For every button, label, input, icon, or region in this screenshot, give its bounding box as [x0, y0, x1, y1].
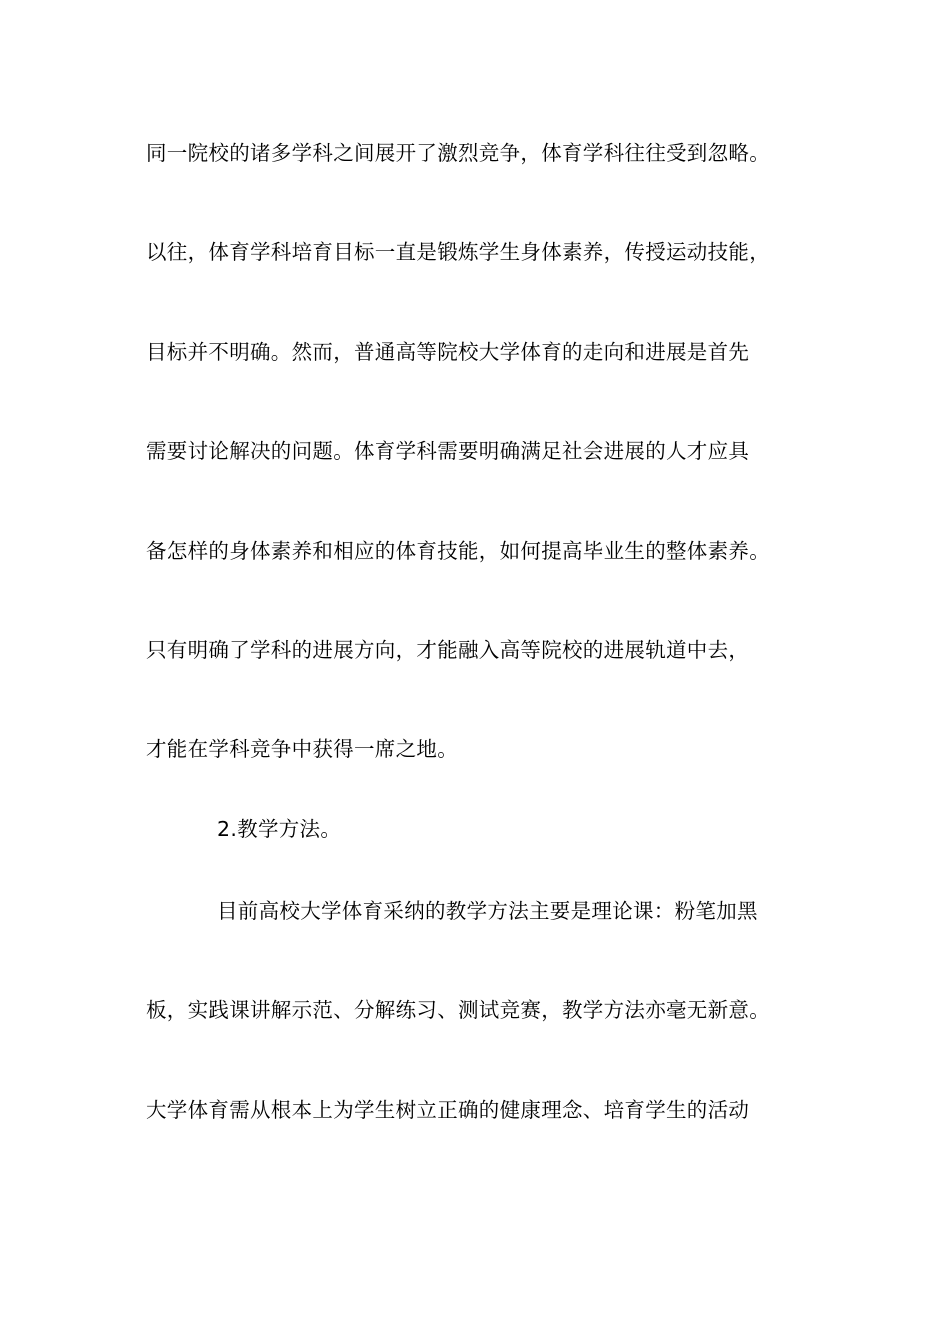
paragraph-line-5: 备怎样的身体素养和相应的体育技能，如何提高毕业生的整体素养。: [146, 539, 770, 563]
section-heading: 2.教学方法。: [217, 817, 342, 841]
paragraph-line-1: 同一院校的诸多学科之间展开了激烈竞争，体育学科往往受到忽略。: [146, 141, 770, 165]
paragraph-line-10: 大学体育需从根本上为学生树立正确的健康理念、培育学生的活动: [146, 1098, 750, 1122]
paragraph-line-2: 以往，体育学科培育目标一直是锻炼学生身体素养，传授运动技能，: [146, 240, 770, 264]
paragraph-line-3: 目标并不明确。然而，普通高等院校大学体育的走向和进展是首先: [146, 340, 750, 364]
paragraph-line-7: 才能在学科竞争中获得一席之地。: [146, 737, 458, 761]
paragraph-line-9: 板，实践课讲解示范、分解练习、测试竞赛，教学方法亦毫无新意。: [146, 998, 770, 1022]
paragraph-line-4: 需要讨论解决的问题。体育学科需要明确满足社会进展的人才应具: [146, 439, 750, 463]
paragraph-line-8: 目前高校大学体育采纳的教学方法主要是理论课：粉笔加黑: [217, 899, 758, 923]
paragraph-line-6: 只有明确了学科的进展方向，才能融入高等院校的进展轨道中去，: [146, 638, 750, 662]
